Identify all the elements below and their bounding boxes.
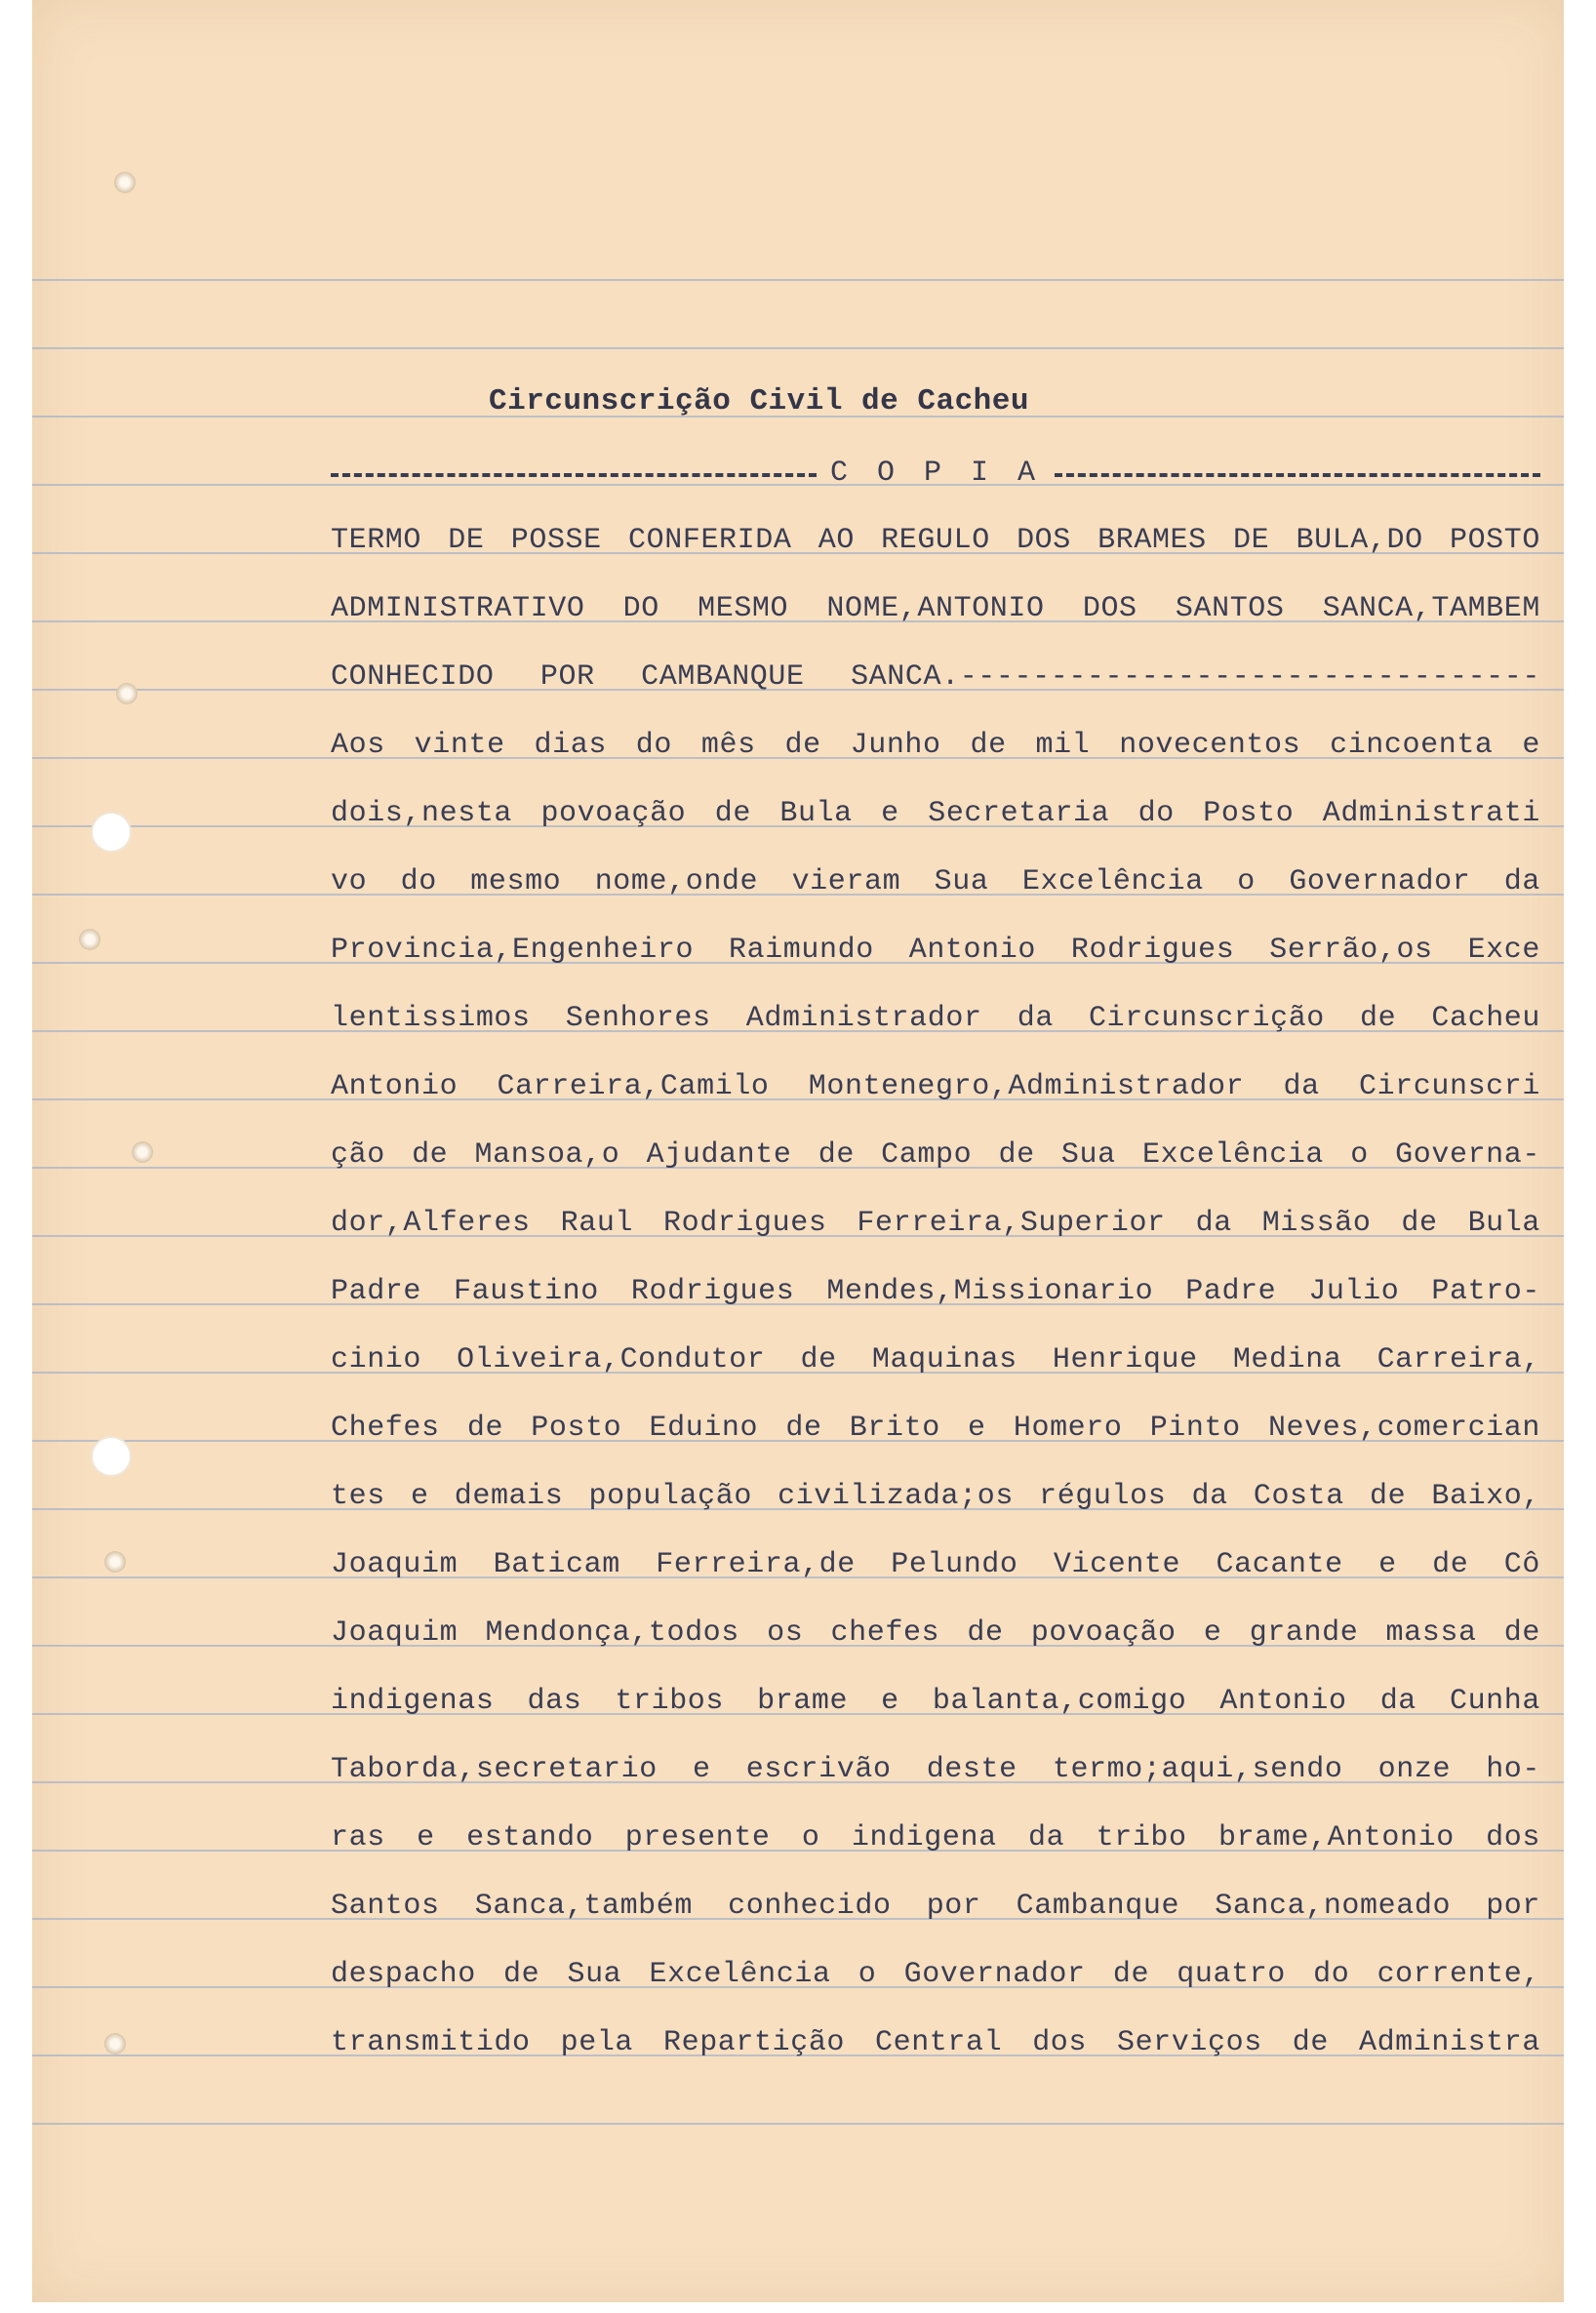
body-line: Taborda,secretario e escrivão deste termo;aqui,sendo onze ho- [331,1753,1540,1786]
body-line: dor,Alferes Raul Rodrigues Ferreira,Superior da Missão de Bula [331,1207,1540,1240]
ruled-line [32,2123,1564,2125]
copy-label: C O P I A [829,457,1042,490]
body-line: lentissimos Senhores Administrador da Circunscrição de Cacheu [331,1002,1540,1035]
body-line: Aos vinte dias do mês de Junho de mil novecentos cincoenta e [331,729,1540,762]
binder-mark [116,683,138,704]
dash-line-right [1055,473,1540,477]
typewritten-page [32,0,1564,2302]
body-line: Joaquim Mendonça,todos os chefes de povoação e grande massa de [331,1616,1540,1650]
copia-divider [331,457,1540,490]
body-line: Joaquim Baticam Ferreira,de Pelundo Vicente Cacante e de Cô [331,1548,1540,1581]
body-line: Chefes de Posto Eduino de Brito e Homero Pinto Neves,comercian [331,1412,1540,1445]
binder-mark [132,1141,153,1163]
binder-mark [104,1551,126,1573]
body-line: Santos Sanca,também conhecido por Cambanque Sanca,nomeado por [331,1890,1540,1923]
punch-hole [93,1438,130,1475]
body-line: transmitido pela Repartição Central dos Serviços de Administra [331,2026,1540,2059]
body-line: tes e demais população civilizada;os régulos da Costa de Baixo, [331,1480,1540,1513]
dash-line-left [331,473,817,477]
heading-line: ADMINISTRATIVO DO MESMO NOME,ANTONIO DOS SANTOS SANCA,TAMBEM [331,592,1540,625]
document-header: Circunscrição Civil de Cacheu [489,384,1029,419]
binder-mark [104,2033,126,2054]
binder-mark [79,929,100,950]
ruled-line [32,347,1564,349]
body-line: Provincia,Engenheiro Raimundo Antonio Rodrigues Serrão,os Exce [331,934,1540,967]
body-line: ras e estando presente o indigena da tribo brame,Antonio dos [331,1821,1540,1854]
body-line: despacho de Sua Excelência o Governador de quatro do corrente, [331,1958,1540,1991]
ruled-line [32,279,1564,281]
body-line: indigenas das tribos brame e balanta,comigo Antonio da Cunha [331,1685,1540,1718]
body-line: cinio Oliveira,Condutor de Maquinas Henrique Medina Carreira, [331,1343,1540,1376]
body-line: Antonio Carreira,Camilo Montenegro,Administrador da Circunscri [331,1070,1540,1103]
heading-line: CONHECIDO POR CAMBANQUE SANCA.-------------------------------- [331,660,1540,694]
body-line: dois,nesta povoação de Bula e Secretaria do Posto Administrati [331,797,1540,830]
punch-hole [93,814,130,851]
body-line: ção de Mansoa,o Ajudante de Campo de Sua Excelência o Governa- [331,1138,1540,1172]
body-line: vo do mesmo nome,onde vieram Sua Excelência o Governador da [331,865,1540,898]
binder-mark [114,172,136,193]
body-line: Padre Faustino Rodrigues Mendes,Missionario Padre Julio Patro- [331,1275,1540,1308]
heading-line: TERMO DE POSSE CONFERIDA AO REGULO DOS BRAMES DE BULA,DO POSTO [331,524,1540,557]
